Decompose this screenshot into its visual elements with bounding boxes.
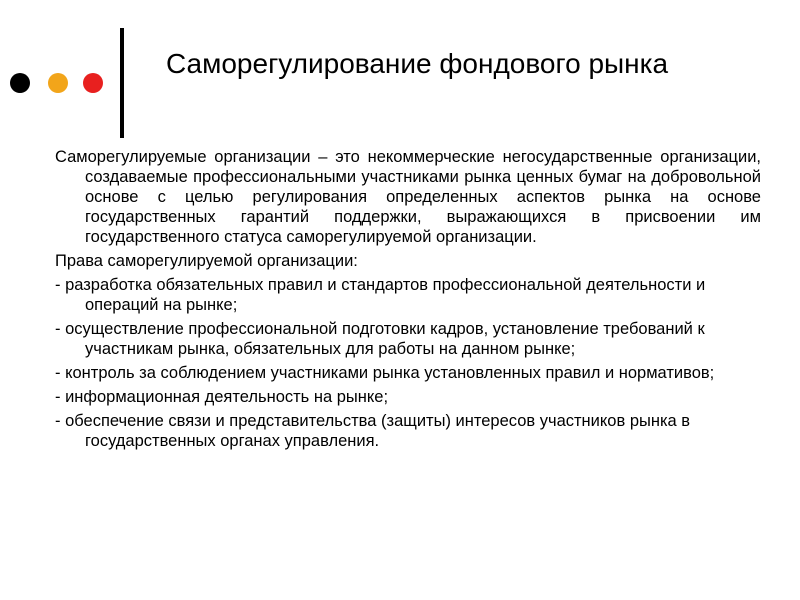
rights-item: - обеспечение связи и представительства (защиты) интересов участников рынка в государственных органах управления. bbox=[55, 412, 691, 450]
red-dot bbox=[83, 73, 103, 93]
rights-item: - информационная деятельность на рынке; bbox=[55, 388, 389, 406]
rights-item: - контроль за соблюдением участниками рынка установленных правил и нормативов; bbox=[55, 364, 715, 382]
slide-body bbox=[55, 147, 761, 455]
definition-paragraph: Саморегулируемые организации – это некоммерческие негосударственные организации, создаваемые профессиональными участниками рынка ценных бумаг на добровольной основе с целью регулирования определенных аспектов рынка на основе государственных гарантий поддержки, выражающихся в присвоении им государственного статуса саморегулируемой организации. bbox=[55, 148, 761, 246]
slide-title: Саморегулирование фондового рынка bbox=[166, 48, 669, 79]
rights-item: - разработка обязательных правил и стандартов профессиональной деятельности и операций на рынке; bbox=[55, 276, 706, 314]
decorative-dots bbox=[10, 73, 110, 95]
vertical-divider bbox=[120, 28, 124, 138]
black-dot bbox=[10, 73, 30, 93]
orange-dot bbox=[48, 73, 68, 93]
rights-heading: Права саморегулируемой организации: bbox=[55, 252, 358, 270]
rights-item: - осуществление профессиональной подготовки кадров, установление требований к участникам рынка, обязательных для работы на данном рынке; bbox=[55, 320, 705, 358]
